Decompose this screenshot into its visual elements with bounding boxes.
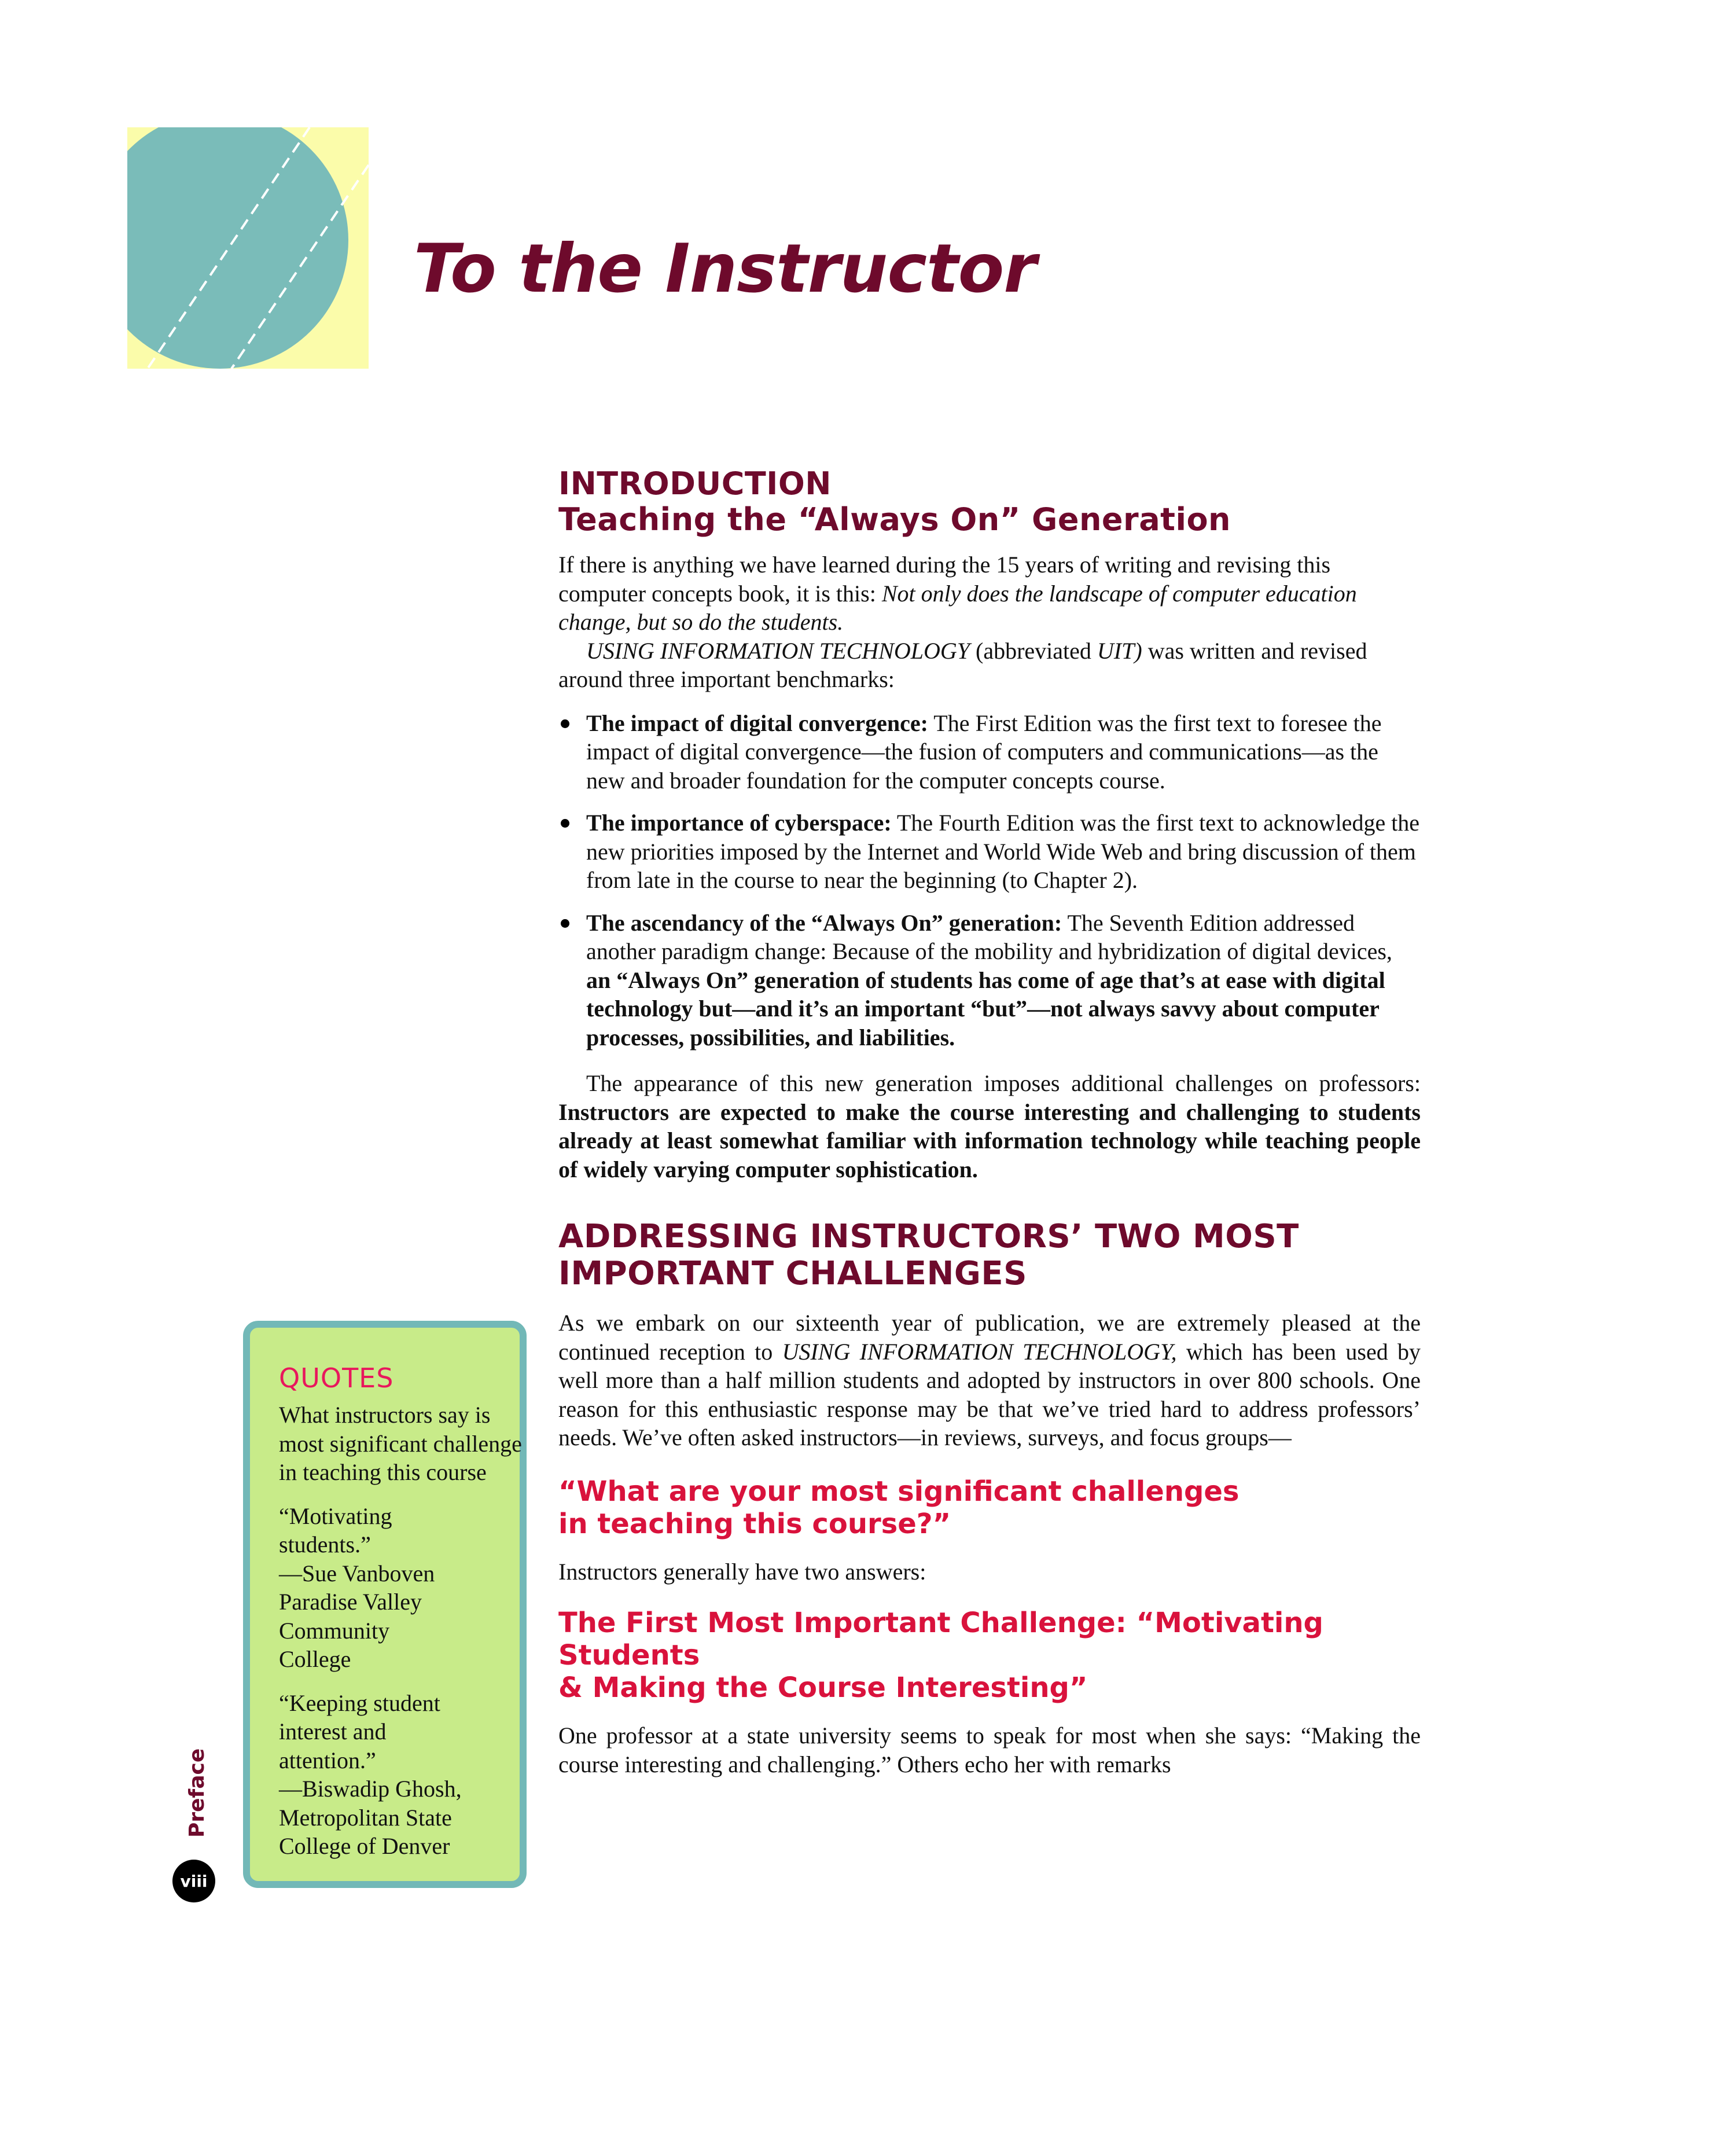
bullet-icon [561, 919, 569, 928]
sidebar-quote-1: “Motivating students.” [279, 1503, 392, 1557]
sidebar-quote-1-name: —Sue Vanboven [279, 1560, 435, 1586]
bullet-icon [561, 719, 569, 728]
sidebar-intro: What instructors say is most significant challenge in teaching this course [279, 1402, 522, 1485]
bullet-icon [561, 819, 569, 828]
list-item: The importance of cyberspace: The Fourth Edition was the first text to acknowledge the new priorities imposed by the Internet and World Wide Web and bring discussion of them from late in the course to near the beginning (to Chapter 2). [558, 809, 1421, 895]
intro-kicker: INTRODUCTION [558, 465, 832, 502]
sidebar-quote-1-org: Paradise Valley Community College [279, 1589, 422, 1672]
section-label: Preface [185, 1748, 209, 1838]
decorative-corner-graphic [127, 127, 369, 369]
main-column [558, 466, 1421, 1779]
intro-paragraph-2: USING INFORMATION TECHNOLOGY (abbreviated UIT) was written and revised around three important benchmarks: [558, 637, 1367, 692]
first-challenge-heading: The First Most Important Challenge: “Motivating Students & Making the Course Interesting” [558, 1607, 1323, 1704]
challenges-heading: ADDRESSING INSTRUCTORS’ TWO MOST IMPORTANT CHALLENGES [558, 1218, 1299, 1292]
challenges-question: “What are your most significant challenges in teaching this course?” [558, 1475, 1240, 1540]
challenges-paragraph: As we embark on our sixteenth year of publication, we are extremely pleased at the continued reception to USING INFORMATION TECHNOLOGY, which has been used by well more than a half million students and adopted by instructors in over 800 schools. One reason for this enthusiastic response may be that we’ve tried hard to address professors’ needs. We’ve often asked instructors—in reviews, surveys, and focus groups— [558, 1310, 1421, 1450]
intro-heading: Teaching the “Always On” Generation [558, 501, 1231, 538]
benchmark-list [558, 709, 1421, 1052]
list-item: The ascendancy of the “Always On” generation: The Seventh Edition addressed another paradigm change: Because of the mobility and hybridization of digital devices, an “Always On” generation of students has come of age that’s at ease with digital technology but—and it’s an important “but”—not always savvy about computer processes, possibilities, and liabilities. [558, 909, 1421, 1052]
page-number-badge: viii [172, 1860, 215, 1902]
intro-paragraph-1: If there is anything we have learned during the 15 years of writing and revising this computer concepts book, it is this: Not only does the landscape of computer education change, but so do the students. [558, 552, 1357, 635]
sidebar-quote-2: “Keeping student interest and attention.” [279, 1689, 440, 1773]
list-item: The impact of digital convergence: The First Edition was the first text to foresee the impact of digital convergence—the fusion of computers and communications—as the new and broader foundation for the computer concepts course. [558, 709, 1421, 795]
sidebar-quote-2-org: Metropolitan State College of Denver [279, 1804, 452, 1859]
quotes-sidebar [243, 1321, 527, 1888]
sidebar-title: QUOTES [279, 1362, 394, 1394]
intro-paragraph-3: The appearance of this new generation imposes additional challenges on professors: Instructors are expected to make the course interesting and challenging to students already at least somewhat familiar with information technology while teaching people of widely varying computer sophistication. [558, 1070, 1421, 1182]
challenges-answer: Instructors generally have two answers: [558, 1558, 926, 1585]
sidebar-quote-2-name: —Biswadip Ghosh, [279, 1776, 462, 1802]
first-challenge-paragraph: One professor at a state university seems to speak for most when she says: “Making the course interesting and challenging.” Others echo her with remarks [558, 1722, 1421, 1777]
page-title: To the Instructor [414, 230, 1036, 308]
